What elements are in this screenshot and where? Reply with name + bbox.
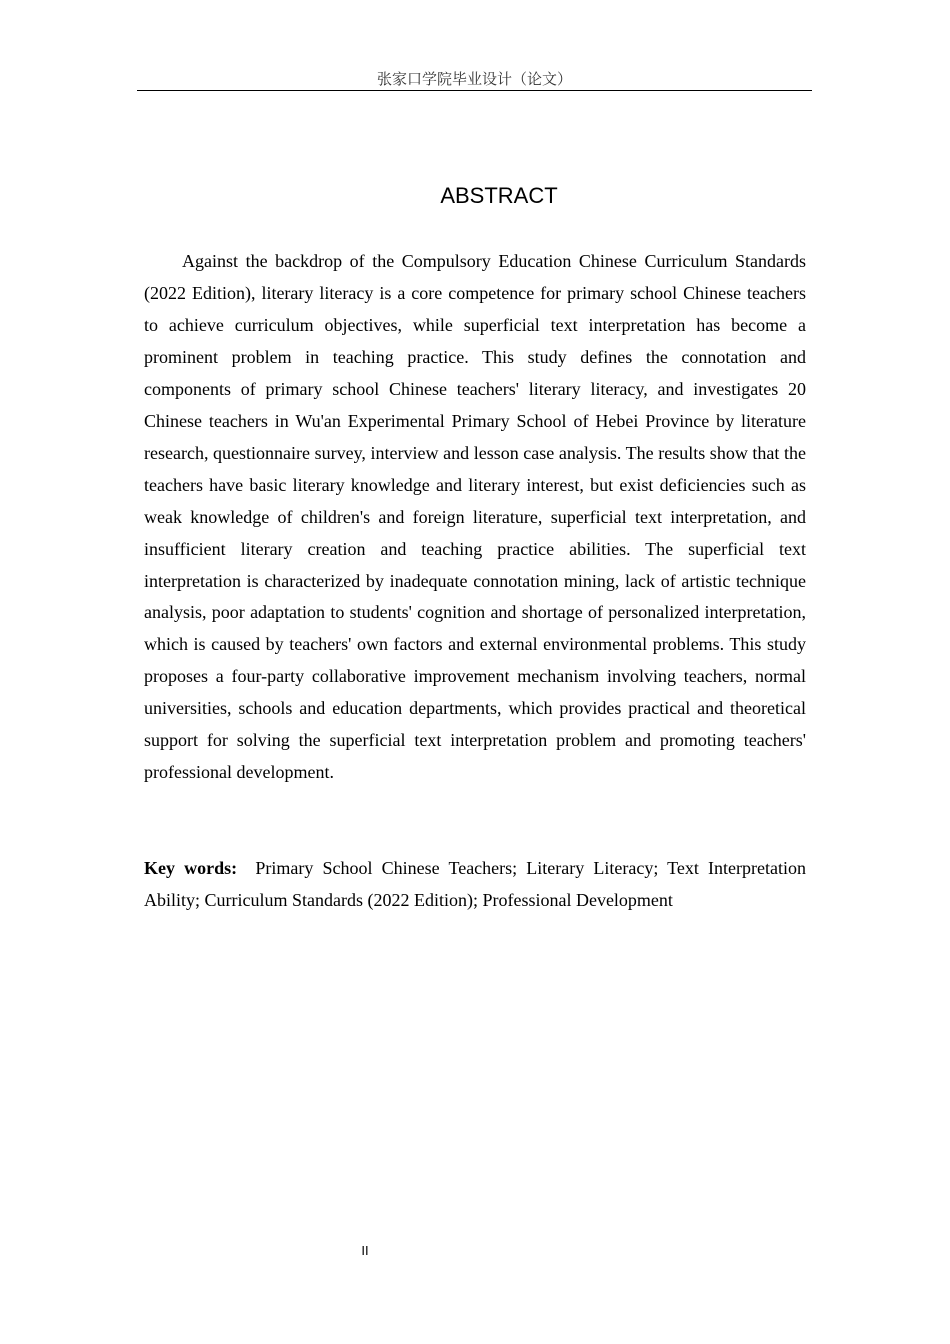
header-rule bbox=[137, 90, 812, 91]
abstract-title: ABSTRACT bbox=[440, 183, 558, 208]
page-number: II bbox=[361, 1243, 369, 1258]
keywords-text: Primary School Chinese Teachers; Literary Literacy; Text Interpretation Ability; Curriculum Standards (2022 Edition); Professional Development bbox=[144, 858, 806, 910]
keywords-paragraph bbox=[144, 853, 806, 916]
running-header: 张家口学院毕业设计（论文） bbox=[376, 70, 572, 88]
keywords-label: Key words: bbox=[144, 858, 238, 878]
abstract-body: Against the backdrop of the Compulsory Education Chinese Curriculum Standards (2022 Edition), literary literacy is a core competence for primary school Chinese teachers to achieve curriculum objectives, while superficial text interpretation has become a prominent problem in teaching practice. This study defines the connotation and components of primary school Chinese teachers' literary literacy, and investigates 20 Chinese teachers in Wu'an Experimental Primary School of Hebei Province by literature research, questionnaire survey, interview and lesson case analysis. The results show that the teachers have basic literary knowledge and literary interest, but exist deficiencies such as weak knowledge of children's and foreign literature, superficial text interpretation, and insufficient literary creation and teaching practice abilities. The superficial text interpretation is characterized by inadequate connotation mining, lack of artistic technique analysis, poor adaptation to students' cognition and shortage of personalized interpretation, which is caused by teachers' own factors and external environmental problems. This study proposes a four-party collaborative improvement mechanism involving teachers, normal universities, schools and education departments, which provides practical and theoretical support for solving the superficial text interpretation problem and promoting teachers' professional development. bbox=[144, 251, 806, 783]
